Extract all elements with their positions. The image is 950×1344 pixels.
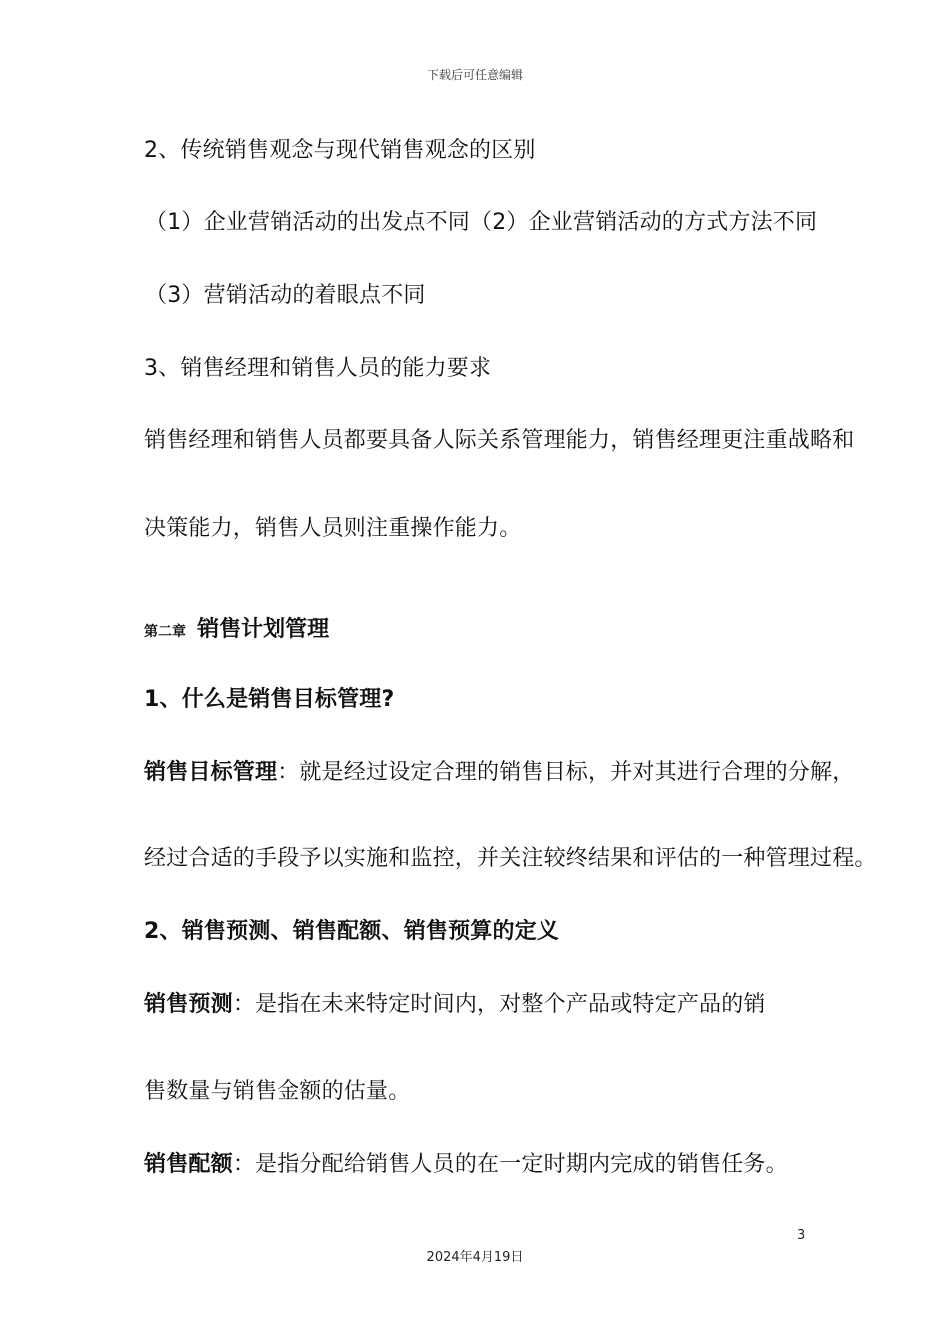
paragraph-forecast-line-1 — [144, 990, 766, 1020]
paragraph-ability-line-1: 销售经理和销售人员都要具备人际关系管理能力，销售经理更注重战略和 — [144, 428, 855, 453]
heading-sales-concept-difference: 2、传统销售观念与现代销售观念的区别 — [144, 138, 536, 163]
page-header: 下载后可任意编辑 — [426, 68, 523, 82]
paragraph-difference-item-3: （3）营销活动的着眼点不同 — [145, 283, 426, 308]
paragraph-ability-line-2: 决策能力，销售人员则注重操作能力。 — [144, 516, 522, 541]
chapter-title: 销售计划管理 — [197, 617, 330, 642]
term-sales-forecast: 销售预测 — [144, 992, 233, 1017]
page-number: 3 — [797, 1228, 806, 1243]
term-sales-quota: 销售配额 — [144, 1152, 233, 1177]
definition-sales-quota: ：是指分配给销售人员的在一定时期内完成的销售任务。 — [232, 1152, 788, 1177]
term-target-management: 销售目标管理 — [144, 760, 278, 785]
heading-ability-requirements: 3、销售经理和销售人员的能力要求 — [144, 356, 492, 381]
paragraph-difference-items-1-2: （1）企业营销活动的出发点不同（2）企业营销活动的方式方法不同 — [145, 210, 818, 235]
chapter-number: 第二章 — [144, 624, 186, 640]
chapter-heading — [144, 612, 329, 643]
paragraph-forecast-line-2: 售数量与销售金额的估量。 — [144, 1079, 411, 1104]
paragraph-target-management-line-2: 经过合适的手段予以实施和监控，并关注较终结果和评估的一种管理过程。 — [144, 846, 877, 871]
heading-definitions: 2、销售预测、销售配额、销售预算的定义 — [144, 919, 560, 944]
paragraph-target-management-line-1 — [144, 758, 854, 788]
heading-target-management: 1、什么是销售目标管理? — [144, 687, 395, 712]
paragraph-quota — [144, 1150, 788, 1180]
definition-target-management: ：就是经过设定合理的销售目标，并对其进行合理的分解， — [277, 760, 855, 785]
footer-date: 2024年4月19日 — [426, 1250, 524, 1265]
definition-sales-forecast: ：是指在未来特定时间内，对整个产品或特定产品的销 — [232, 992, 766, 1017]
